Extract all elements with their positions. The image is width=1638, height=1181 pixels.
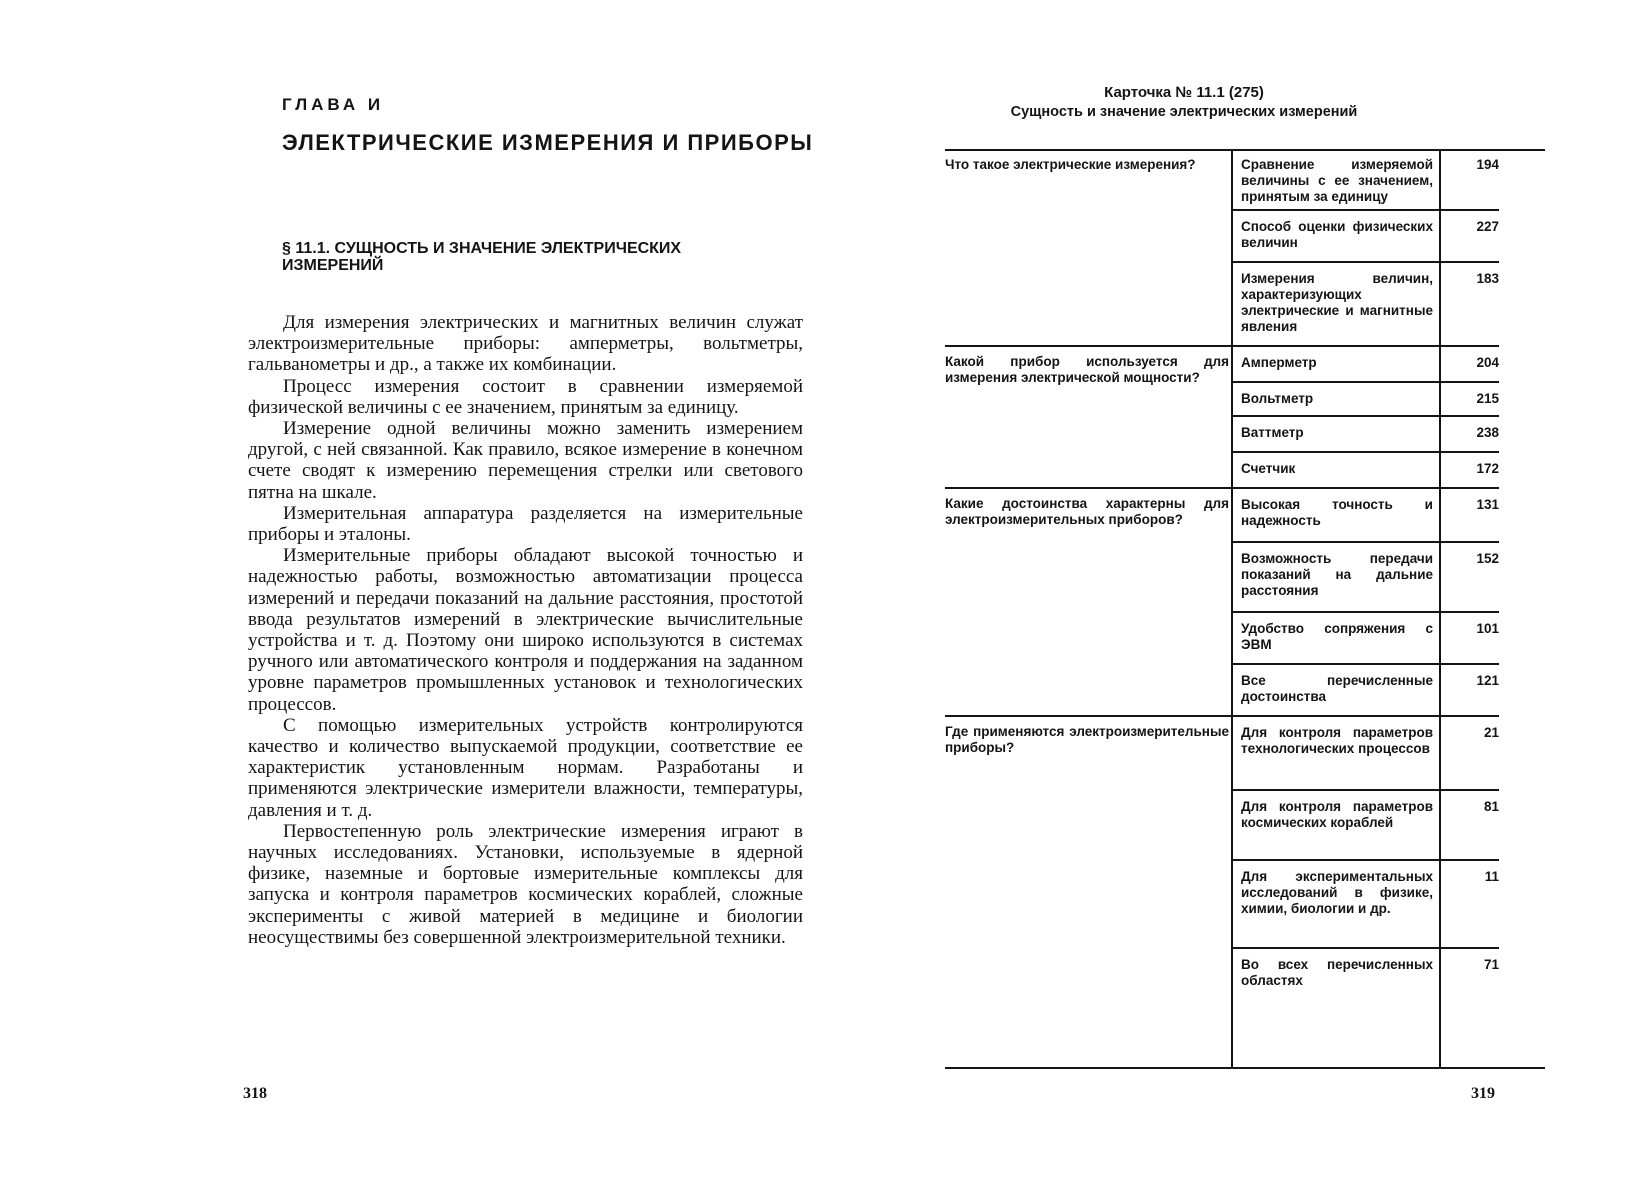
answer-option: Во всех перечисленных областях (1241, 957, 1433, 988)
answer-option: Ваттметр (1241, 425, 1304, 440)
answer-option: Сравнение измеряемой величины с ее значением, принятым за единицу (1241, 157, 1433, 204)
question-1: Что такое электрические измерения? (945, 157, 1196, 172)
answer-option: Для контроля параметров космических кораблей (1241, 799, 1433, 830)
page-number: 318 (243, 1085, 267, 1102)
question-4: Где применяются электроизмерительные приборы? (945, 724, 1229, 755)
answer-option: Для экспериментальных исследований в физике, химии, биологии и др. (1241, 869, 1433, 916)
answer-code: 238 (1476, 425, 1499, 440)
answer-code: 194 (1476, 157, 1499, 172)
answer-code: 215 (1476, 391, 1499, 406)
question-2: Какой прибор используется для измерения электрической мощности? (945, 354, 1229, 385)
answer-code: 172 (1476, 461, 1499, 476)
paragraph: Измерение одной величины можно заменить измерением другой, с ней связанной. Как правило, всякое измерение в конечном счете сводят к измерению перемещения стрелки или светового пятна на шкале. (248, 418, 803, 503)
column-divider (1439, 149, 1441, 1069)
paragraph: Измерительные приборы обладают высокой точностью и надежностью работы, возможностью автоматизации процесса измерений и передачи показаний на дальние расстояния, простотой ввода результатов измерений в электрические вычислительные устройства и т. д. Поэтому они широко используются в системах ручного или автоматического контроля и поддержания на заданном уровне параметров промышленных установок и технологических процессов. (248, 545, 803, 715)
answer-option: Удобство сопряжения с ЭВМ (1241, 621, 1433, 652)
answer-code: 183 (1476, 271, 1499, 286)
answer-option: Способ оценки физических величин (1241, 219, 1433, 250)
answer-code: 204 (1476, 355, 1499, 370)
question-3: Какие достоинства характерны для электроизмерительных приборов? (945, 496, 1229, 527)
answer-code: 81 (1483, 799, 1499, 814)
section-title: § 11.1. СУЩНОСТЬ И ЗНАЧЕНИЕ ЭЛЕКТРИЧЕСКИХ ИЗМЕРЕНИЙ (282, 240, 682, 274)
paragraph: Измерительная аппаратура разделяется на измерительные приборы и эталоны. (248, 502, 803, 546)
answer-code: 21 (1483, 725, 1499, 740)
paragraph: Для измерения электрических и магнитных величин служат электроизмерительные приборы: амперметры, вольтметры, гальванометры и др., а также их комбинации. (248, 312, 803, 376)
card-subtitle: Сущность и значение электрических измерений (1010, 104, 1358, 120)
card-title: Карточка № 11.1 (275) (1104, 84, 1264, 101)
answer-option: Для контроля параметров технологических процессов (1241, 725, 1433, 756)
answer-option: Возможность передачи показаний на дальние расстояния (1241, 551, 1433, 598)
answer-option: Амперметр (1241, 355, 1317, 370)
answer-option: Счетчик (1241, 461, 1296, 476)
answer-code: 152 (1476, 551, 1499, 566)
answer-code: 71 (1483, 957, 1499, 972)
body-text (248, 312, 803, 948)
chapter-label: ГЛАВА И (282, 95, 385, 114)
question-rule (945, 715, 1231, 717)
answer-option: Все перечисленные достоинства (1241, 673, 1433, 704)
question-rule (945, 487, 1231, 489)
paragraph: Процесс измерения состоит в сравнении измеряемой физической величины с ее значением, принятым за единицу. (248, 375, 803, 418)
question-rule (945, 345, 1231, 347)
answer-option: Вольтметр (1241, 391, 1314, 406)
answer-code: 101 (1476, 621, 1499, 636)
table-bottom-rule (945, 1067, 1545, 1069)
answer-option: Высокая точность и надежность (1241, 497, 1433, 528)
right-page (819, 0, 1638, 1181)
answer-code: 11 (1484, 869, 1499, 884)
chapter-title: ЭЛЕКТРИЧЕСКИЕ ИЗМЕРЕНИЯ И ПРИБОРЫ (282, 130, 814, 155)
paragraph: Первостепенную роль электрические измерения играют в научных исследованиях. Установки, используемые в ядерной физике, наземные и бортовые измерительные комплексы для запуска и контроля параметров космических кораблей, сложные эксперименты с живой материей в медицине и биологии неосуществимы без совершенной электроизмерительной техники. (248, 820, 803, 948)
question-card-table (945, 149, 1545, 1069)
answer-code: 121 (1476, 673, 1499, 688)
answer-code: 131 (1476, 497, 1499, 512)
answer-code: 227 (1476, 219, 1499, 234)
paragraph: С помощью измерительных устройств контролируются качество и количество выпускаемой продукции, соответствие ее характеристик установленным нормам. Разработаны и применяются электрические измерители влажности, температуры, давления и т. д. (248, 714, 803, 821)
page-number: 319 (1471, 1085, 1495, 1102)
answer-option: Измерения величин, характеризующих электрические и магнитные явления (1241, 271, 1433, 334)
